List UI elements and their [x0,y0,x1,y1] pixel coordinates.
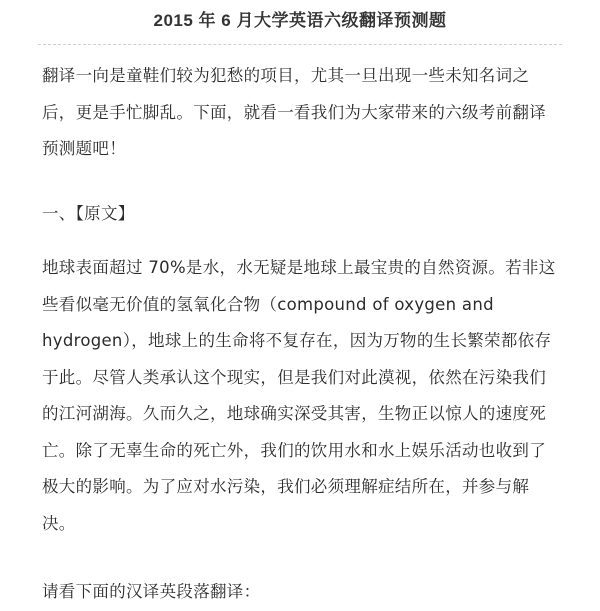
intro-paragraph: 翻译一向是童鞋们较为犯愁的项目，尤其一旦出现一些未知名词之后，更是手忙脚乱。下面，就看一看我们为大家带来的六级考前翻译预测题吧！ [42,66,546,158]
section-heading: 一、【原文】 [42,204,135,223]
translation-prompt: 请看下面的汉译英段落翻译： [42,582,261,601]
article-title: 2015 年 6 月大学英语六级翻译预测题 [153,11,447,30]
source-text-paragraph: 地球表面超过 70%是水，水无疑是地球上最宝贵的自然资源。若非这些看似毫无价值的氢氧化合物（compound of oxygen and hydrogen），地球上的生命将不复存在，因为万物的生长繁荣都依存于此。尽管人类承认这个现实，但是我们对此漠视，依然在污染我们的江河湖海。久而久之，地球确实深受其害，生物正以惊人的速度死亡。除了无辜生命的死亡外，我们的饮用水和水上娱乐活动也收到了极大的影响。为了应对水污染，我们必须理解症结所在，并参与解决。 [42,258,556,533]
title-divider [38,44,562,45]
